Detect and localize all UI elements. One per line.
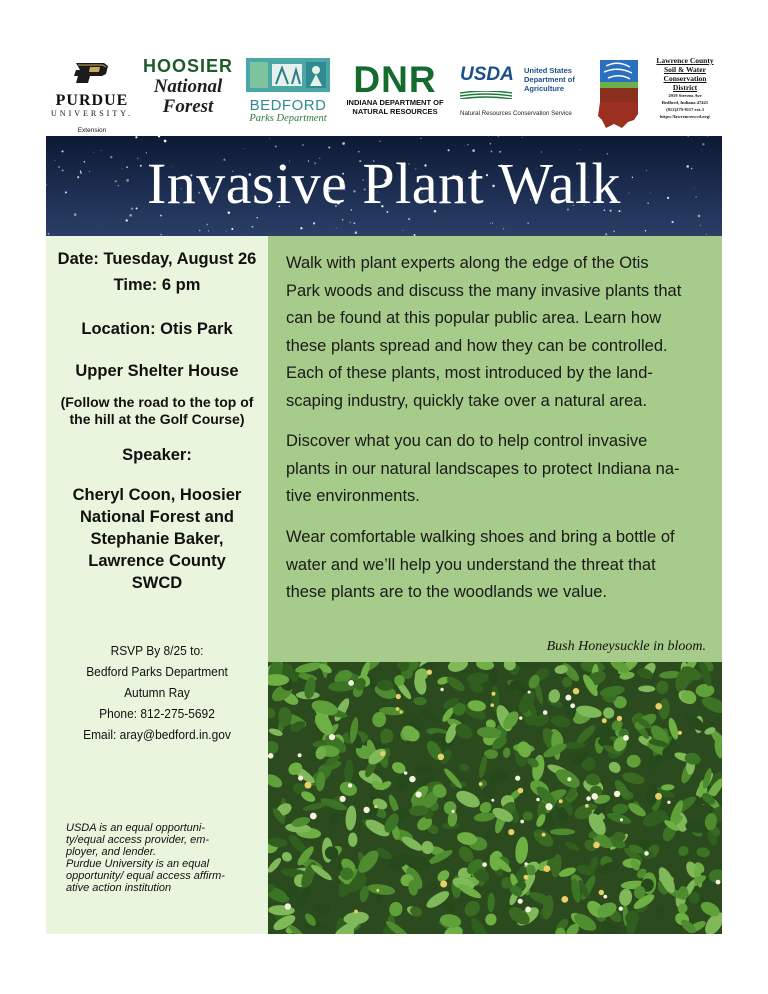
honeysuckle-photo [268,662,722,934]
event-directions-line2: the hill at the Golf Course) [69,411,245,427]
paragraph-line: Wear comfortable walking shoes and bring a bottle of [286,528,675,546]
bedford-parks-emblem-icon [246,58,330,92]
rsvp-contact-name: Autumn Ray [124,685,190,700]
speaker-line3: Stephanie Baker, [90,530,224,548]
speaker-line4: Lawrence County [88,552,226,570]
swcd-address1: 2919 Stevens Ave [668,93,702,98]
bedford-parks-logo [242,52,334,134]
paragraph-line: tive environments. [286,487,420,505]
equal-opportunity-statement [66,822,256,894]
paragraph-line: Discover what you can do to help control invasive [286,432,648,450]
paragraph-line: Walk with plant experts along the edge of the Otis [286,254,649,272]
swcd-line4: District [672,83,698,92]
eeo-line: ployer, and lender. [66,846,157,858]
speaker-line1: Cheryl Coon, Hoosier [72,486,242,504]
usda-line2: United States [524,66,572,75]
dnr-letters: DNR [353,59,437,100]
eeo-line: opportunity/ equal access affirm- [66,870,225,882]
swcd-website: https://lawrenceswcd.org/ [659,114,711,119]
description-paragraph-2 [286,428,714,511]
usda-line3: Department of [524,75,575,84]
description-column [268,236,722,662]
description-paragraph-3 [286,524,714,607]
paragraph-line: scaping industry, quickly take over a natural area. [286,391,648,410]
rsvp-deadline: RSVP By 8/25 to: [110,643,204,658]
paragraph-line: Park woods and discuss the many invasive plants that [286,281,682,300]
hoosier-national-forest-logo [142,52,234,134]
hoosier-line3: Forest [162,96,214,117]
rsvp-organization: Bedford Parks Department [86,664,228,679]
paragraph-line: can be found at this popular public area. Learn how [286,309,662,327]
description-paragraph-1 [286,250,714,415]
usda-field-lines-icon [460,91,512,99]
purdue-extension-logo [46,52,138,134]
lawrence-county-swcd-logo [594,52,722,134]
bedford-sub: Parks Department [249,113,327,124]
rsvp-email: Email: aray@bedford.in.gov [83,727,231,742]
indiana-map-icon [594,58,642,132]
eeo-line: Purdue University is an equal [66,858,210,870]
paragraph-line: these plants spread and how they can be controlled. [286,336,668,355]
event-date: Date: Tuesday, August 26 [57,250,257,268]
purdue-extension: Extension [77,127,107,134]
event-shelter: Upper Shelter House [75,362,239,380]
purdue-sub: UNIVERSITY. [51,109,133,118]
indiana-dnr-logo [340,52,450,134]
bedford-name: BEDFORD [249,97,327,114]
paragraph-line: water and we’ll help you understand the threat that [286,555,656,574]
swcd-line3: Conservation [663,74,707,83]
dnr-line3: NATURAL RESOURCES [352,107,438,116]
swcd-line1: Lawrence County [656,56,714,65]
speaker-label: Speaker: [122,446,192,464]
purdue-p-icon [70,61,114,85]
rsvp-phone: Phone: 812-275-5692 [99,706,215,721]
hoosier-line1: HOOSIER [142,56,233,76]
paragraph-line: plants in our natural landscapes to protect Indiana na- [286,459,680,478]
event-location: Location: Otis Park [81,320,233,338]
title-banner [46,136,722,236]
swcd-line2: Soil & Water [664,65,706,74]
event-directions-line1: (Follow the road to the top of [60,394,254,410]
hoosier-line2: National [153,76,223,97]
usda-nrcs-line: Natural Resources Conservation Service [460,110,572,117]
event-time: Time: 6 pm [113,276,201,294]
purdue-name: PURDUE [55,92,129,109]
page-title: Invasive Plant Walk [146,151,622,216]
eeo-line: ty/equal access provider, em- [66,834,210,846]
dnr-line2: INDIANA DEPARTMENT OF [346,98,444,107]
eeo-line: ative action institution [66,882,172,894]
speaker-line5: SWCD [131,574,183,592]
photo-caption: Bush Honeysuckle in bloom. [546,639,706,654]
usda-nrcs-logo [460,52,590,134]
swcd-phone: (812)279-8117 ext.3 [666,107,704,112]
paragraph-line: Each of these plants, most introduced by the land- [286,364,653,382]
usda-line4: Agriculture [524,84,565,93]
honeysuckle-foliage-image [268,662,722,934]
swcd-address2: Bedford, Indiana 47421 [661,100,709,105]
logo-strip [46,52,722,134]
paragraph-line: these plants are to the woodlands we value. [286,583,608,601]
usda-letters: USDA [460,64,514,85]
eeo-line: USDA is an equal opportuni- [66,822,206,834]
speaker-line2: National Forest and [79,508,235,526]
event-details-column [46,236,268,934]
